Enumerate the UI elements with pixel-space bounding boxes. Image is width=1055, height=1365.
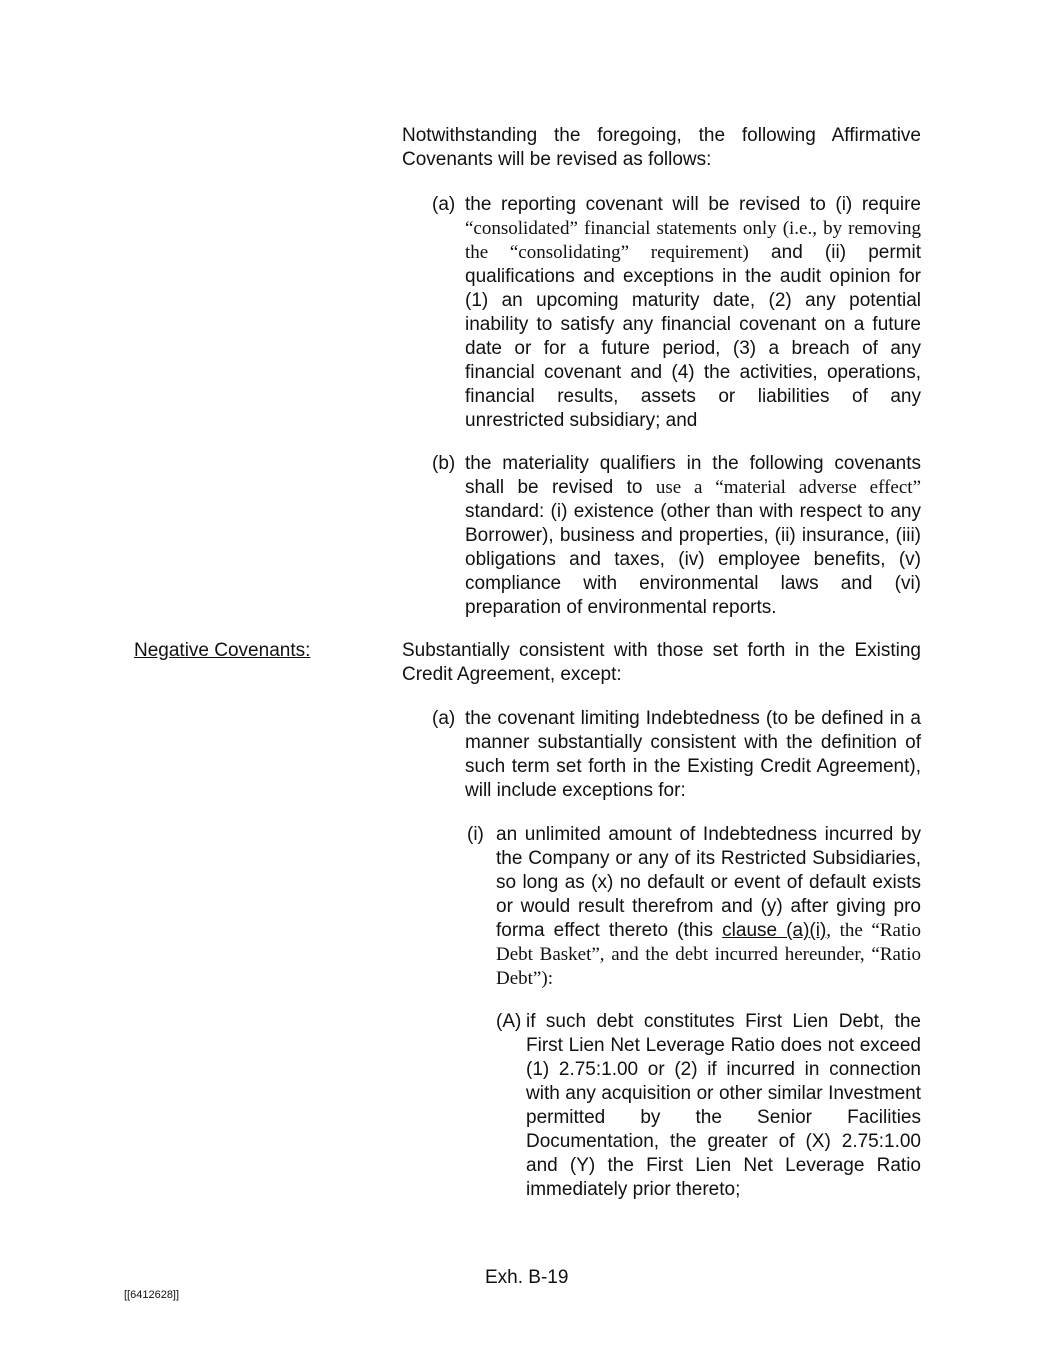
affirmative-a-text-serif: “consolidated” financial statements only (i.e., by removing the “consolidating” requirement) <box>465 218 921 263</box>
negative-i-label: (i) <box>467 824 484 845</box>
affirmative-a-text <box>465 193 921 433</box>
affirmative-a-label: (a) <box>432 194 456 215</box>
affirmative-a-text-pre: the reporting covenant will be revised to (i) require <box>465 194 921 215</box>
clause-reference: clause (a)(i) <box>722 920 827 941</box>
negative-i-text-pre: an unlimited amount of Indebtedness incurred by the Company or any of its Restricted Subsidiaries, so long as (x) no default or event of default exists or would result therefrom and (y) after giving pro forma effect thereto (this <box>496 824 921 941</box>
document-id: [[6412628]] <box>124 1289 180 1301</box>
negative-covenants-heading: Negative Covenants: <box>134 640 311 661</box>
negative-i-text-serif: , the “Ratio Debt Basket”, and the debt incurred hereunder, “Ratio Debt”): <box>496 920 921 989</box>
affirmative-b-text <box>465 452 921 620</box>
negative-A-label: (A) <box>496 1011 522 1032</box>
affirmative-b-text-pre: the materiality qualifiers in the following covenants shall be revised to <box>465 453 921 498</box>
negative-A-text: if such debt constitutes First Lien Debt, the First Lien Net Leverage Ratio does not exceed (1) 2.75:1.00 or (2) if incurred in connection with any acquisition or other similar Investment permitted by the Senior Facilities Documentation, the greater of (X) 2.75:1.00 and (Y) the First Lien Net Leverage Ratio immediately prior thereto; <box>526 1011 921 1200</box>
affirmative-b-text-serif: use a “material adverse effect” <box>655 477 922 498</box>
affirmative-a-text-post: and (ii) permit qualifications and exceptions in the audit opinion for (1) an upcoming maturity date, (2) any potential inability to satisfy any financial covenant on a future date or for a future period, (3) a breach of any financial covenant and (4) the activities, operations, financial results, assets or liabilities of any unrestricted subsidiary; and <box>465 242 921 431</box>
affirmative-intro: Notwithstanding the foregoing, the following Affirmative Covenants will be revised as follows: <box>402 125 921 170</box>
affirmative-b-text-post: standard: (i) existence (other than with respect to any Borrower), business and properties, (ii) insurance, (iii) obligations and taxes, (iv) employee benefits, (v) compliance with environmental laws and (vi) preparation of environmental reports. <box>465 501 921 618</box>
negative-intro: Substantially consistent with those set forth in the Existing Credit Agreement, except: <box>402 640 921 685</box>
affirmative-b-label: (b) <box>432 453 456 474</box>
page-number: Exh. B-19 <box>485 1267 569 1288</box>
negative-a-label: (a) <box>432 708 456 729</box>
negative-a-text: the covenant limiting Indebtedness (to be defined in a manner substantially consistent with the definition of such term set forth in the Existing Credit Agreement), will include exceptions for: <box>465 708 921 801</box>
negative-i-text <box>496 823 921 991</box>
